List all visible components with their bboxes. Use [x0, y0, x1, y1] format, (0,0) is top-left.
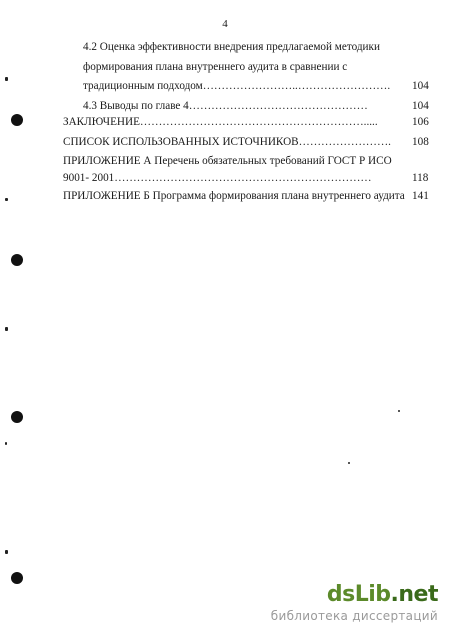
- page-number: 4: [222, 18, 228, 30]
- toc-entry-conclusion: ЗАКЛЮЧЕНИЕ…………………………………………………….....: [63, 116, 378, 128]
- scan-speck: [5, 198, 8, 201]
- toc-page-4-3: 104: [412, 100, 429, 112]
- toc-entry-appendix-a-line1: ПРИЛОЖЕНИЕ А Перечень обязательных требований ГОСТ Р ИСО: [63, 155, 392, 167]
- watermark-logo-part1: dsLib: [326, 582, 391, 607]
- binder-hole: [11, 114, 23, 126]
- scan-speck: [398, 410, 400, 412]
- toc-entry-references: СПИСОК ИСПОЛЬЗОВАННЫХ ИСТОЧНИКОВ…………………….: [63, 136, 391, 148]
- scan-speck: [5, 442, 7, 445]
- toc-entry-4-3: 4.3 Выводы по главе 4…………………………………………: [83, 100, 368, 112]
- binder-hole: [11, 411, 23, 423]
- toc-page-appendix-b: 141: [412, 190, 429, 202]
- toc-entry-4-2-line2: формирования плана внутреннего аудита в сравнении с: [83, 61, 348, 73]
- scan-speck: [348, 462, 350, 464]
- toc-entry-appendix-b: ПРИЛОЖЕНИЕ Б Программа формирования плана внутреннего аудита: [63, 190, 405, 202]
- watermark-logo: [271, 584, 438, 606]
- toc-entry-4-2-line3: традиционным подходом……………………..…………………….: [83, 80, 391, 92]
- toc-page-4-2: 104: [412, 80, 429, 92]
- toc-entry-4-2-line1: 4.2 Оценка эффективности внедрения предлагаемой методики: [83, 41, 380, 53]
- toc-page-conclusion: 106: [412, 116, 429, 128]
- toc-page-references: 108: [412, 136, 429, 148]
- binder-hole: [11, 572, 23, 584]
- watermark-logo-part2: .net: [390, 582, 438, 607]
- watermark-subtitle: библиотека диссертаций: [270, 609, 438, 623]
- toc-entry-appendix-a-line2: 9001- 2001……………………………………………………………: [63, 172, 372, 184]
- watermark: [271, 584, 438, 623]
- scan-speck: [5, 77, 8, 81]
- scan-speck: [5, 327, 8, 331]
- scan-speck: [5, 550, 8, 554]
- toc-page-appendix-a: 118: [412, 172, 429, 184]
- binder-hole: [11, 254, 23, 266]
